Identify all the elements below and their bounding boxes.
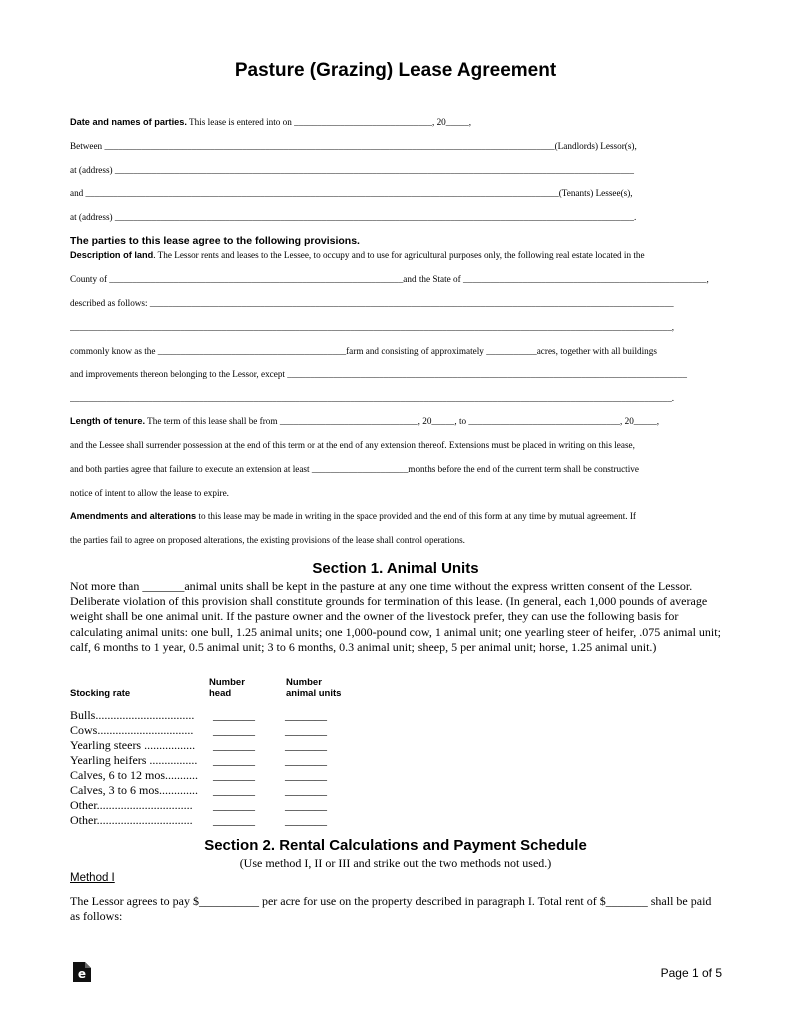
lessee-address-line: at (address) _________________________________________________________________________________________________________________. [70, 212, 637, 222]
row-label: Calves, 3 to 6 mos............. [70, 783, 198, 797]
row-head-blank: _______ [213, 798, 255, 812]
method-heading: Method I [70, 872, 115, 884]
table-row [70, 753, 370, 768]
row-label: Other................................ [70, 798, 193, 812]
table-row [70, 798, 370, 813]
table-row [70, 768, 370, 783]
row-head-blank: _______ [213, 768, 255, 782]
row-units-blank: _______ [285, 723, 327, 737]
tenure-label: Length of tenure. [70, 416, 146, 426]
blank-line-2: ___________________________________________________________________________________________________________________________________. [70, 393, 675, 403]
table-row [70, 708, 370, 723]
county-line: County of ________________________________________________________________and the State of _____________________________________________________, [70, 274, 709, 284]
land-text: . The Lessor rents and leases to the Lessee, to occupy and to use for agricultural purposes only, the following real estate located in the [153, 250, 645, 260]
row-head-blank: _______ [213, 723, 255, 737]
stocking-rate-header: Stocking rate [70, 688, 131, 699]
tenure-line [70, 415, 720, 427]
row-head-blank: _______ [213, 753, 255, 767]
table-row [70, 813, 370, 828]
between-line: Between __________________________________________________________________________________________________(Landlords) Lessor(s), [70, 141, 637, 151]
provisions-heading: The parties to this lease agree to the following provisions. [70, 235, 360, 247]
animal-units-header-line1: Number [286, 677, 322, 688]
parties-date-text: This lease is entered into on ______________________________, 20_____, [186, 117, 472, 127]
animal-units-header [286, 677, 341, 699]
number-head-header-line1: Number [209, 677, 245, 688]
parties-date-line [70, 116, 720, 128]
number-head-header [209, 677, 245, 699]
eforms-logo-icon [73, 962, 91, 982]
section1-paragraph: Not more than _______animal units shall be kept in the pasture at any one time without the express written consent of the Lessor. Deliberate violation of this provision shall constitute grounds for termination of this lease. (In general, each 1,000 pounds of average weight shall be one animal unit. If the pasture owner and the owner of the livestock prefer, they can use the following basis for calculating animal units: one bull, 1.25 animal units; one 1,000-pound cow, 1 animal unit; one yearling steer of heifer, .075 animal unit; calf, 6 months to 1 year, 0.5 animal unit; 3 to 6 months, 0.3 animal unit; sheep, 5 per animal unit; horse, 1.25 animal unit.) [70, 579, 721, 654]
land-label: Description of land [70, 250, 154, 260]
row-units-blank: _______ [285, 768, 327, 782]
section2-paragraph: The Lessor agrees to pay $__________ per acre for use on the property described in paragraph I. Total rent of $_______ shall be paid as follows: [70, 894, 712, 924]
row-units-blank: _______ [285, 783, 327, 797]
amendments-line [70, 510, 720, 522]
tenure-line-3: and both parties agree that failure to execute an extension at least _____________________months before the end of the current term shall be constructive [70, 464, 639, 474]
described-line: described as follows: __________________________________________________________________________________________________________________ [70, 298, 674, 308]
commonly-known-line: commonly know as the _________________________________________farm and consisting of approximately ___________acres, together with all buildings [70, 346, 657, 356]
amendments-label: Amendments and alterations [70, 511, 197, 521]
table-row [70, 783, 370, 798]
row-units-blank: _______ [285, 738, 327, 752]
section2-title: Section 2. Rental Calculations and Payment Schedule [204, 837, 587, 854]
table-row [70, 723, 370, 738]
tenure-line-4: notice of intent to allow the lease to expire. [70, 488, 229, 498]
row-units-blank: _______ [285, 813, 327, 827]
row-head-blank: _______ [213, 738, 255, 752]
row-units-blank: _______ [285, 798, 327, 812]
row-label: Other................................ [70, 813, 193, 827]
and-line: and _______________________________________________________________________________________________________(Tenants) Lessee(s), [70, 188, 633, 198]
animal-units-header-line2: animal units [286, 688, 342, 699]
section1-title: Section 1. Animal Units [312, 560, 479, 577]
row-label: Yearling heifers ................ [70, 753, 198, 767]
land-description-line [70, 249, 720, 261]
page-number: Page 1 of 5 [660, 966, 722, 980]
document-title: Pasture (Grazing) Lease Agreement [234, 60, 557, 81]
row-label: Yearling steers ................. [70, 738, 196, 752]
amendments-text: to this lease may be made in writing in the space provided and the end of this form at any time by mutual agreement. If [196, 511, 636, 521]
row-head-blank: _______ [213, 813, 255, 827]
improvements-line: and improvements thereon belonging to the Lessor, except _______________________________________________________________________________________ [70, 369, 687, 379]
lessor-address-line: at (address) _________________________________________________________________________________________________________________ [70, 165, 634, 175]
parties-label: Date and names of parties. [70, 117, 187, 127]
row-units-blank: _______ [285, 753, 327, 767]
amendments-line-2: the parties fail to agree on proposed alterations, the existing provisions of the lease shall control operations. [70, 535, 465, 545]
logo-letter: e [77, 967, 87, 981]
number-head-header-line2: head [209, 688, 232, 699]
row-label: Cows................................ [70, 723, 194, 737]
table-row [70, 738, 370, 753]
row-head-blank: _______ [213, 783, 255, 797]
row-label: Calves, 6 to 12 mos........... [70, 768, 198, 782]
row-units-blank: _______ [285, 708, 327, 722]
tenure-line-2: and the Lessee shall surrender possession at the end of this term or at the end of any extension thereof. Extensions must be placed in writing on this lease, [70, 440, 635, 450]
section2-note: (Use method I, II or III and strike out the two methods not used.) [239, 856, 552, 870]
tenure-text: The term of this lease shall be from ______________________________, 20_____, to _________________________________, 20_____, [145, 416, 660, 426]
row-label: Bulls................................. [70, 708, 195, 722]
blank-line-1: ___________________________________________________________________________________________________________________________________, [70, 322, 675, 332]
row-head-blank: _______ [213, 708, 255, 722]
